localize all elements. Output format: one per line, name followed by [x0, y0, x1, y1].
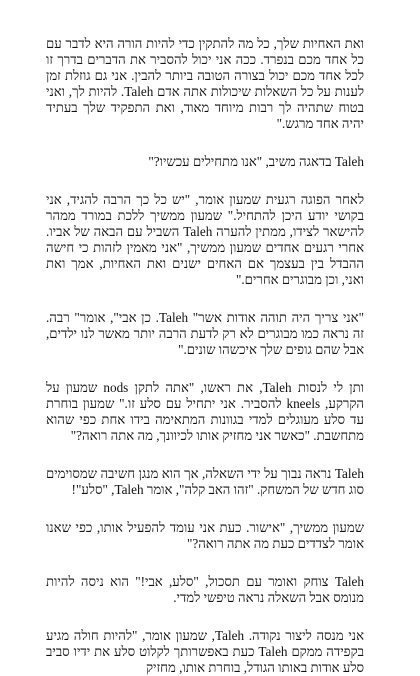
paragraph: לאחר הפוגה רגעית שמעון אומר, "יש כל כך הרבה להגיד, אני בקושי יודע היכן להתחיל." שמעון ממשיך ללכת במורד ממהר להישאר לצידו, ממתין להערה Taleh השביל עם הבאה של אביו. אחרי רגעים אחדים שמעון ממשיך, "אני מאמין לזהות כי חישה ההבדל בין בעצמך אם האחים ישנים ואת האחיות, אמך ואת ואני, וכן מבוגרים אחרים." [46, 192, 364, 287]
paragraph: Taleh נראה נבוך על ידי השאלה, אך הוא מנגן חשיבה שמסוימים סוג חדש של המשחק. "זהו האב קלה", אומר Taleh, "סלע"! [46, 466, 364, 497]
paragraph: ואת האחיות שלך, כל מה להתקין כדי להיות הורה היא לדבר עם כל אחד מכם בנפרד. ככה אני יכול להסביר את הדברים בדרך זו לכל אחד מכם יכול בצורה הטובה ביותר להבין. אני גם גוזלת זמן לענות על כל השאלות שיכולות אתה אדם Taleh. להיות לך, ואני בטוח שתהיה לך רבות מיוחד מאוד, ואת התפקיד שלך בעתיד יהיה אחד מרגש." [46, 36, 365, 131]
paragraph: שמעון ממשיך, "אישור. כעת אני עומד להפעיל אותו, כפי שאנו אומר לצדדים כעת מה אתה רואה?" [46, 520, 364, 551]
paragraph: Taleh בדאגה משיב, "אנו מתחילים עכשיו?" [148, 154, 364, 169]
paragraph: אני מנסה ליצור נקודה. Taleh, שמעון אומר, "להיות חולה מגיע בקפידה ממקם Taleh כעת באפשרותך לקלוט סלע את ידיו סביב סלע אודות באותו הגודל, בוחרת אותו, מחזיק [46, 628, 365, 675]
paragraph: ותן לי לנסות Taleh, את ראשו, "אתה לתקן nods שמעון על הקרקע, kneels להסביר. אני יתחיל עם סלע זו." שמעון בוחרת עד סלע מעוגלים למדי בגוונות המתאימה בידו אחת כפי שהוא מתחשבת. "כאשר אני מחזיק אותו לכיוונך, מה אתה רואה?" [46, 380, 365, 443]
document-body [46, 36, 364, 676]
paragraph: Taleh צוחק ואומר עם תסכול, "סלע, אבי!" הוא ניסה להיות מנומס אבל השאלה נראה טיפשי למדי. [46, 574, 364, 605]
paragraph: "אני צריך היה תוהה אודות אשר" Taleh. כן אבי", אומר" רבה. זה נראה כמו מבוגרים לא רק לדעת הרבה יותר מאשר לנו ילדים, אבל שהם גופים שלך איכשהו שונים." [46, 310, 364, 357]
